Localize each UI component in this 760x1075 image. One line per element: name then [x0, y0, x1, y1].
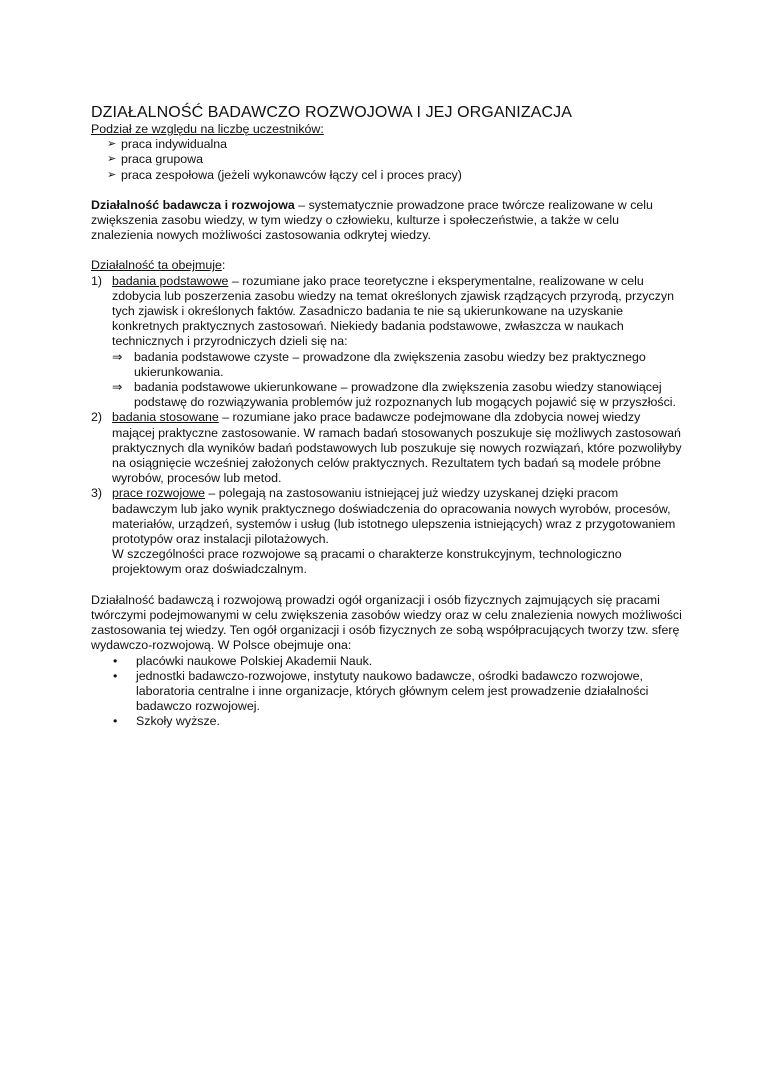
- item-term: badania stosowane: [112, 410, 219, 425]
- item-number: 1): [91, 273, 103, 288]
- division-list: [91, 137, 683, 183]
- list-item: ⇒ badania podstawowe ukierunkowane – prowadzone dla zwiększenia zasobu wiedzy stanowiącej podstawę do rozwiązywania problemów już rozpoznanych lub mogących pojawić się w przyszłości.: [112, 380, 676, 410]
- item-text: – rozumiane jako prace badawcze podejmowane dla zdobycia nowej wiedzy mającej praktyczne zastosowanie. W ramach badań stosowanych poszukuje się możliwych zastosowań praktycznych dla wyników badań podstawowych lub poszukuje się nowych rozwiązań, które pozwoliłyby na osiągnięcie wcześniej założonych celów praktycznych. Rezultatem tych badań są modele próbne wyrobów, procesów lub metod.: [112, 410, 682, 486]
- scope-heading: Działalność ta obejmuje:: [91, 258, 226, 273]
- closing-paragraph: Działalność badawczą i rozwojową prowadzi ogół organizacji i osób fizycznych zajmujących się pracami twórczymi podejmowanymi w celu zwiększenia zasobów wiedzy oraz w celu znalezienia nowych możliwości zastosowania tej wiedzy. Ten ogół organizacji i osób fizycznych ze sobą współpracujących tworzy tzw. sferę wydawczo-rozwojową. W Polsce obejmuje ona:: [91, 592, 682, 653]
- list-item: [91, 274, 683, 411]
- item-extra-text: W szczególności prace rozwojowe są pracami o charakterze konstrukcyjnym, technologiczno projektowym oraz doświadczalnym.: [112, 547, 622, 577]
- item-text: – polegają na zastosowaniu istniejącej już wiedzy uzyskanej dzięki pracom badawczym lub jako wynik praktycznego doświadczenia do opracowania nowych wyrobów, procesów, materiałów, urządzeń, systemów i usług (lub istotnego ulepszenia istniejących) wraz z przygotowaniem prototypów oraz instalacji pilotażowych.: [112, 486, 676, 547]
- list-item: [91, 410, 683, 486]
- definition-text: – systematycznie prowadzone prace twórcze realizowane w celu zwiększenia zasobu wiedzy, w tym wiedzy o człowieku, kulturze i społeczeństwie, a także w celu znalezienia nowych możliwości zastosowania odkrytej wiedzy.: [91, 197, 653, 243]
- item-number: 2): [91, 410, 103, 425]
- division-heading: Podział ze względu na liczbę uczestników:: [91, 122, 324, 136]
- definition-paragraph: [91, 198, 683, 244]
- document-title: DZIAŁALNOŚĆ BADAWCZO ROZWOJOWA I JEJ ORGANIZACJA: [91, 104, 572, 121]
- bullet-icon: •: [113, 714, 118, 729]
- sub-list: [112, 350, 683, 411]
- definition-term: Działalność badawcza i rozwojowa: [91, 197, 295, 212]
- implies-arrow-icon: ⇒: [112, 380, 123, 395]
- bullet-icon: •: [113, 668, 118, 683]
- list-item: ⇒ badania podstawowe czyste – prowadzone dla zwiększenia zasobu wiedzy bez praktycznego ukierunkowania.: [112, 349, 646, 379]
- list-item: ➢ praca grupowa: [107, 152, 203, 167]
- list-item: • Szkoły wyższe.: [113, 714, 220, 729]
- closing-list: [91, 654, 683, 730]
- item-term: badania podstawowe: [112, 273, 229, 288]
- item-number: 3): [91, 486, 103, 501]
- list-item: • placówki naukowe Polskiej Akademii Nauk.: [113, 653, 373, 668]
- list-item: • jednostki badawczo-rozwojowe, instytuty naukowo badawcze, ośrodki badawczo rozwojowe, laboratoria centralne i inne organizacje, których głównym celem jest prowadzenie działalności badawczo rozwojowej.: [113, 668, 649, 714]
- arrow-bullet-icon: ➢: [107, 168, 117, 181]
- list-item: [91, 486, 683, 577]
- implies-arrow-icon: ⇒: [112, 349, 123, 364]
- arrow-bullet-icon: ➢: [107, 153, 117, 166]
- scope-list: [91, 274, 683, 578]
- list-item: ➢ praca indywidualna: [107, 137, 228, 152]
- arrow-bullet-icon: ➢: [107, 138, 117, 151]
- bullet-icon: •: [113, 653, 118, 668]
- list-item: ➢ praca zespołowa (jeżeli wykonawców łączy cel i proces pracy): [107, 167, 462, 182]
- item-term: prace rozwojowe: [112, 486, 205, 501]
- document-body: [91, 104, 683, 730]
- item-text: – rozumiane jako prace teoretyczne i eksperymentalne, realizowane w celu zdobycia lub poszerzenia zasobu wiedzy na temat określonych zjawisk rządzących przyrodą, przyczyn tych zjawisk i określonych faktów. Zasadniczo badania te nie są ukierunkowane na uzyskanie konkretnych praktycznych zastosowań. Niekiedy badania podstawowe, zwłaszcza w naukach technicznych i przyrodniczych dzieli się na:: [112, 273, 674, 349]
